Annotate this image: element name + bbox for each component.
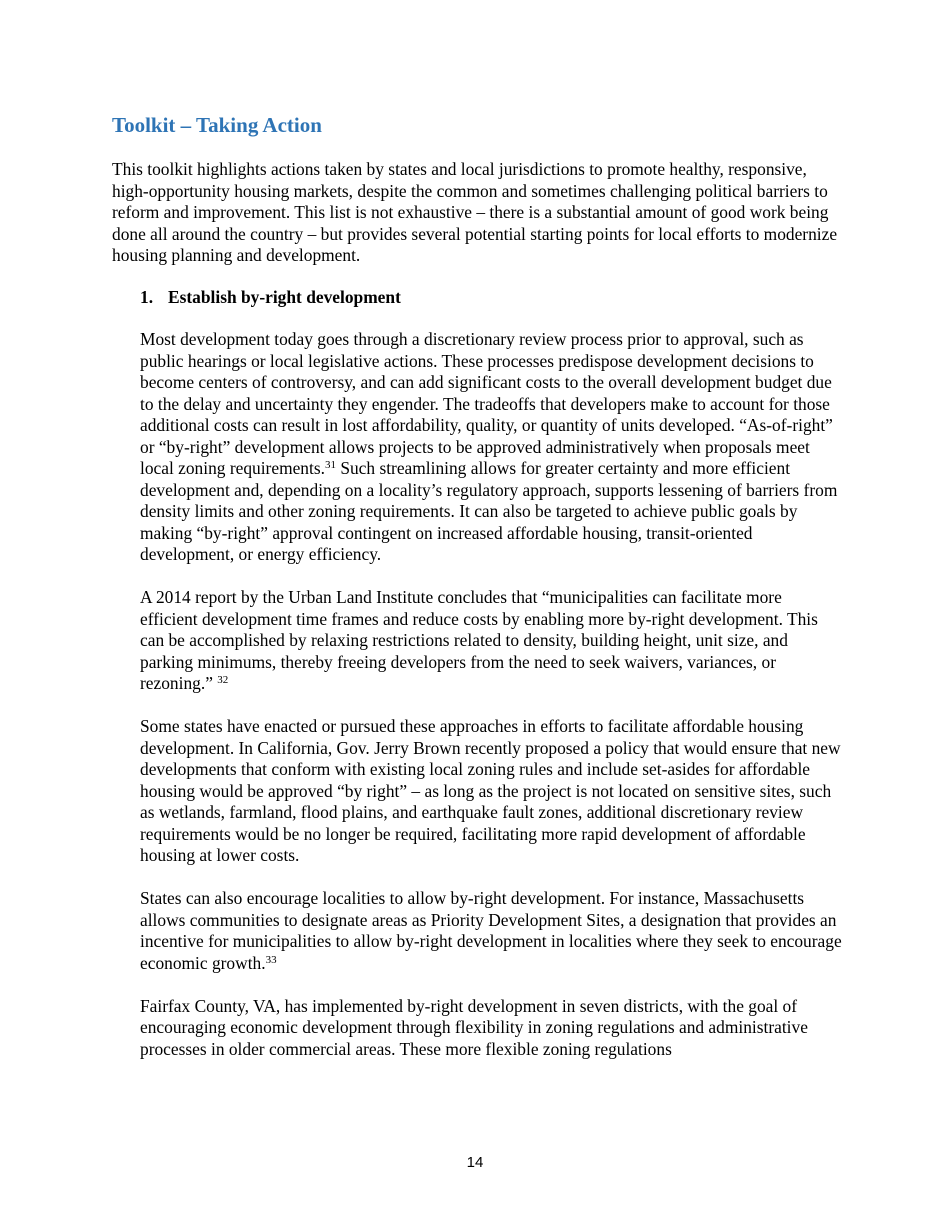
paragraph-4 xyxy=(140,888,842,974)
section-heading xyxy=(140,287,842,309)
footnote-ref-32: 32 xyxy=(217,674,229,686)
footnote-ref-31: 31 xyxy=(324,459,336,471)
paragraph-2 xyxy=(140,587,842,695)
paragraph-3: Some states have enacted or pursued these approaches in efforts to facilitate affordable housing development. In California, Gov. Jerry Brown recently proposed a policy that would ensure that new developments that conform with existing local zoning rules and include set-asides for affordable housing would be approved “by right” – as long as the project is not located on sensitive sites, such as wetlands, farmland, flood plains, and earthquake fault zones, additional discretionary review requirements would be no longer be required, facilitating more rapid development of affordable housing at lower costs. xyxy=(140,716,841,865)
paragraph-2-text: A 2014 report by the Urban Land Institute concludes that “municipalities can facilitate more efficient development time frames and reduce costs by enabling more by-right development. This can be accomplished by relaxing restrictions related to density, building height, unit size, and parking minimums, thereby freeing developers from the need to seek waivers, variances, or rezoning.” xyxy=(140,587,818,693)
paragraph-4-text: States can also encourage localities to allow by-right development. For instance, Massachusetts allows communities to designate areas as Priority Development Sites, a designation that provides an incentive for municipalities to allow by-right development in localities where they seek to encourage economic growth. xyxy=(140,888,842,973)
paragraph-1-text-b: Such streamlining allows for greater certainty and more efficient development and, depending on a locality’s regulatory approach, supports lessening of barriers from density limits and other zoning requirements. It can also be targeted to achieve public goals by making “by-right” approval contingent on increased affordable housing, transit-oriented development, or energy efficiency. xyxy=(140,458,838,564)
paragraph-5: Fairfax County, VA, has implemented by-right development in seven districts, with the goal of encouraging economic development through flexibility in zoning regulations and administrative processes in older commercial areas. These more flexible zoning regulations xyxy=(140,995,808,1059)
paragraph-1 xyxy=(140,329,842,566)
footnote-ref-33: 33 xyxy=(265,953,277,966)
section-number: 1. xyxy=(140,286,154,307)
document-page xyxy=(112,110,842,1082)
section-heading-text: Establish by-right development xyxy=(168,286,401,307)
paragraph-1-text-a: Most development today goes through a discretionary review process prior to approval, such as public hearings or local legislative actions. These processes predispose development decisions to become centers of controversy, and can add significant costs to the overall development budget due to the delay and uncertainty they engender. The tradeoffs that developers make to account for those additional costs can result in lost affordability, quality, or quantity of units developed. “As-of-right” or “by-right” development allows projects to be approved administratively when proposals meet local zoning requirements. xyxy=(140,329,833,478)
page-title: Toolkit – Taking Action xyxy=(112,113,322,137)
intro-paragraph: This toolkit highlights actions taken by states and local jurisdictions to promote healthy, responsive, high-opportunity housing markets, despite the common and sometimes challenging political barriers to reform and improvement. This list is not exhaustive – there is a substantial amount of good work being done all around the country – but provides several potential starting points for local efforts to modernize housing planning and development. xyxy=(112,159,838,265)
page-number: 14 xyxy=(466,1154,484,1171)
